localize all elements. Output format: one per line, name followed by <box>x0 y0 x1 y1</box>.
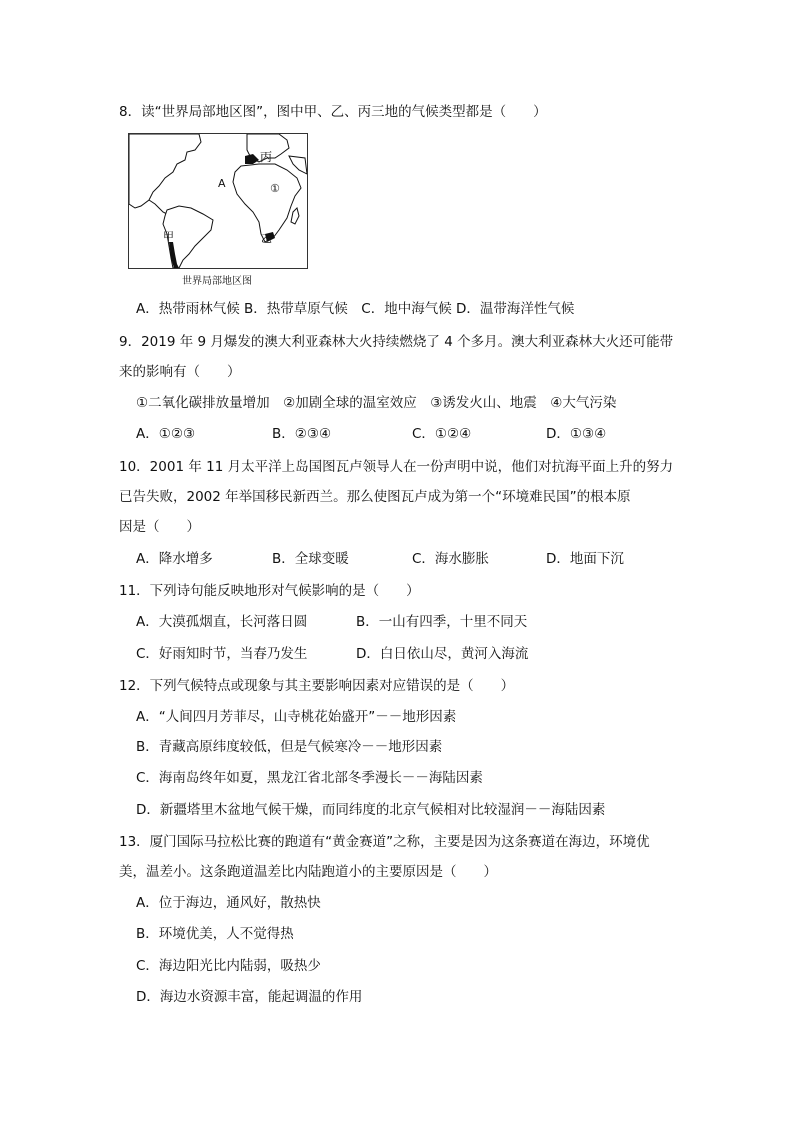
q13-option-a: A．位于海边，通风好，散热快 <box>136 895 321 911</box>
world-regional-map <box>128 133 308 269</box>
q12-stem: 12．下列气候特点或现象与其主要影响因素对应错误的是（ ） <box>119 678 515 694</box>
map-label-bing: 丙 <box>260 150 273 164</box>
q12-option-c: C．海南岛终年如夏，黑龙江省北部冬季漫长－－海陆因素 <box>136 770 483 786</box>
q13-option-d: D．海边水资源丰富，能起调温的作用 <box>136 989 363 1005</box>
q8-stem: 8．读“世界局部地区图”，图中甲、乙、丙三地的气候类型都是（ ） <box>119 104 547 120</box>
q12-option-a: A．“人间四月芳菲尽，山寺桃花始盛开”－－地形因素 <box>136 709 457 725</box>
q11-option-b: B．一山有四季，十里不同天 <box>356 614 528 630</box>
map-label-one: ① <box>270 182 280 195</box>
q9-options <box>136 425 696 443</box>
q9-option-a: A．①②③ <box>136 426 196 442</box>
q9-stem-line1: 9．2019 年 9 月爆发的澳大利亚森林大火持续燃烧了 4 个多月。澳大利亚森林大火还可能带 <box>119 334 674 350</box>
q11-options-row1 <box>136 613 696 631</box>
q10-option-a: A．降水增多 <box>136 551 213 567</box>
q8-options: A．热带雨林气候 B．热带草原气候 C．地中海气候 D．温带海洋性气候 <box>136 301 575 317</box>
q9-option-b: B．②③④ <box>272 426 332 442</box>
q10-option-c: C．海水膨胀 <box>412 551 489 567</box>
map-caption: 世界局部地区图 <box>182 276 252 287</box>
q10-stem-line3: 因是（ ） <box>119 519 200 535</box>
q11-options-row2 <box>136 645 696 663</box>
q10-option-d: D．地面下沉 <box>546 551 624 567</box>
q12-option-b: B．青藏高原纬度较低，但是气候寒冷－－地形因素 <box>136 739 443 755</box>
map-label-yi: 乙 <box>261 232 272 245</box>
q11-option-a: A．大漠孤烟直，长河落日圆 <box>136 614 308 630</box>
q10-options <box>136 550 696 568</box>
q13-option-c: C．海边阳光比内陆弱，吸热少 <box>136 958 321 974</box>
q11-option-d: D．白日依山尽，黄河入海流 <box>356 646 529 662</box>
q9-option-d: D．①③④ <box>546 426 607 442</box>
q10-stem-line2: 已告失败，2002 年举国移民新西兰。那么使图瓦卢成为第一个“环境难民国”的根本原 <box>119 489 631 505</box>
q9-stem-line2: 来的影响有（ ） <box>119 364 241 380</box>
map-label-a: A <box>218 177 226 190</box>
map-label-jia: 甲 <box>163 230 174 243</box>
q10-stem-line1: 10．2001 年 11 月太平洋上岛国图瓦卢领导人在一份声明中说，他们对抗海平面上升的努力 <box>119 459 674 475</box>
q13-option-b: B．环境优美，人不觉得热 <box>136 926 294 942</box>
q9-statements: ①二氧化碳排放量增加 ②加剧全球的温室效应 ③诱发火山、地震 ④大气污染 <box>136 395 617 411</box>
q9-option-c: C．①②④ <box>412 426 472 442</box>
q12-option-d: D．新疆塔里木盆地气候干燥，而同纬度的北京气候相对比较湿润－－海陆因素 <box>136 802 606 818</box>
q13-stem-line2: 美，温差小。这条跑道温差比内陆跑道小的主要原因是（ ） <box>119 864 497 880</box>
q13-stem-line1: 13．厦门国际马拉松比赛的跑道有“黄金赛道”之称，主要是因为这条赛道在海边，环境优 <box>119 834 650 850</box>
q11-option-c: C．好雨知时节，当春乃发生 <box>136 646 308 662</box>
map-drawing <box>129 134 307 268</box>
q11-stem: 11．下列诗句能反映地形对气候影响的是（ ） <box>119 583 420 599</box>
q10-option-b: B．全球变暖 <box>272 551 349 567</box>
